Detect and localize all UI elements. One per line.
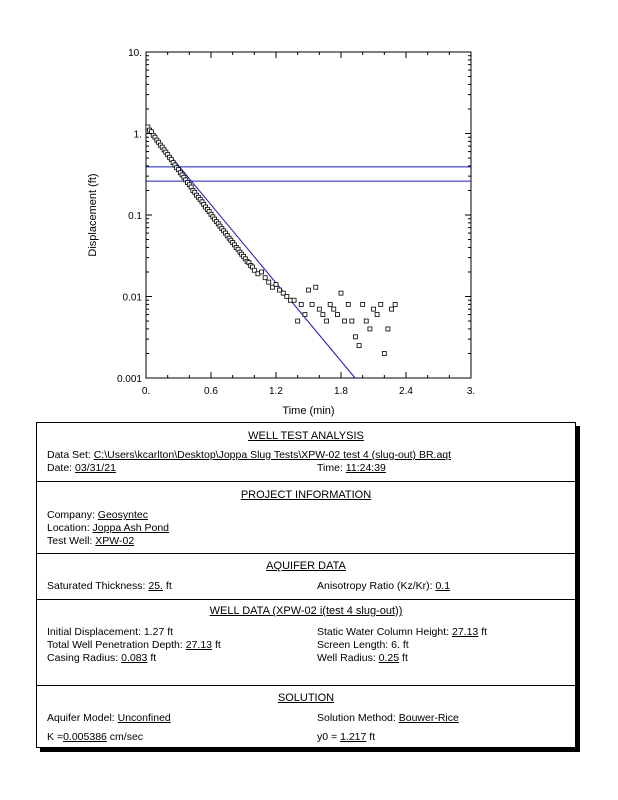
- y0-equals: =: [331, 731, 338, 743]
- aquifer-model-line: [47, 712, 171, 724]
- solution-method-value: Bouwer-Rice: [398, 712, 459, 724]
- data-point: [310, 302, 314, 306]
- aquifer-section: [37, 554, 575, 600]
- casing-radius-value: 0.083: [121, 652, 148, 664]
- static-water-line: [317, 626, 487, 638]
- y-tick-label: 0.01: [122, 292, 142, 304]
- saturated-thickness-value: 25.: [148, 580, 163, 592]
- well-data-section: [37, 600, 575, 686]
- location-label: Location:: [47, 522, 90, 534]
- project-title: PROJECT INFORMATION: [240, 489, 372, 501]
- penetration-depth-label: Total Well Penetration Depth:: [47, 639, 183, 651]
- saturated-thickness-label: Saturated Thickness:: [47, 580, 146, 592]
- data-point: [274, 283, 278, 287]
- well-data-title: WELL DATA (XPW-02 i(test 4 slug-out)): [209, 605, 403, 617]
- well-radius-value: 0.25: [378, 652, 400, 664]
- data-point: [372, 307, 376, 311]
- y0-value: 1.217: [340, 731, 367, 743]
- y-tick-label: 1.: [133, 129, 142, 141]
- data-point: [375, 313, 379, 317]
- static-water-unit: ft: [481, 626, 488, 638]
- test-well-value: XPW-02: [95, 535, 135, 547]
- location-value: Joppa Ash Pond: [92, 522, 170, 534]
- well-radius-line: [317, 652, 408, 664]
- data-point: [296, 319, 300, 323]
- k-line: [47, 731, 143, 743]
- data-point: [382, 351, 386, 355]
- static-water-label: Static Water Column Height:: [317, 626, 450, 638]
- data-point: [339, 291, 343, 295]
- date-label: Date:: [47, 462, 73, 474]
- data-point: [346, 302, 350, 306]
- k-unit: cm/sec: [109, 731, 144, 743]
- date-value: 03/31/21: [75, 462, 116, 474]
- y-tick-label: 0.1: [128, 211, 142, 222]
- y-axis-title: Displacement (ft): [87, 173, 99, 257]
- penetration-depth-unit: ft: [214, 639, 221, 651]
- data-point: [350, 319, 354, 323]
- data-point: [364, 319, 368, 323]
- casing-radius-label: Casing Radius:: [47, 652, 119, 664]
- k-value: 0.005386: [63, 731, 107, 743]
- data-point: [267, 280, 271, 284]
- data-point: [386, 327, 390, 331]
- data-point: [263, 276, 267, 280]
- data-point: [353, 335, 357, 339]
- data-point: [390, 307, 394, 311]
- screen-length-value: 6. ft: [391, 639, 409, 651]
- well-test-title: WELL TEST ANALYSIS: [248, 430, 364, 442]
- solution-method-line: [317, 712, 459, 724]
- time-line: [317, 462, 386, 474]
- x-axis-title: Time (min): [282, 405, 335, 417]
- initial-displacement-label: Initial Displacement:: [47, 626, 141, 638]
- x-tick-label: 0.6: [204, 386, 218, 397]
- data-point: [307, 288, 311, 292]
- y0-line: [317, 731, 375, 743]
- test-well-label: Test Well:: [47, 535, 93, 547]
- initial-displacement-line: [47, 626, 173, 638]
- aquifer-model-value: Unconfined: [117, 712, 171, 724]
- data-point: [299, 302, 303, 306]
- data-point: [303, 313, 307, 317]
- x-tick-label: 3.: [466, 386, 476, 397]
- data-point: [379, 302, 383, 306]
- project-section: [37, 482, 575, 554]
- casing-radius-unit: ft: [150, 652, 157, 664]
- k-label: K: [47, 731, 55, 743]
- aquifer-model-label: Aquifer Model:: [47, 712, 115, 724]
- casing-radius-line: [47, 652, 156, 664]
- data-point: [393, 302, 397, 306]
- data-point: [321, 313, 325, 317]
- well-radius-unit: ft: [402, 652, 408, 664]
- y0-unit: ft: [369, 731, 376, 743]
- company-label: Company:: [47, 509, 95, 521]
- k-equals: =: [56, 731, 64, 743]
- penetration-depth-line: [47, 639, 221, 651]
- time-label: Time:: [317, 462, 343, 474]
- x-tick-label: 1.2: [269, 386, 283, 397]
- data-point: [317, 307, 321, 311]
- x-tick-label: 0.: [141, 386, 151, 397]
- well-radius-label: Well Radius:: [317, 652, 376, 664]
- saturated-thickness-unit: ft: [165, 580, 172, 592]
- data-point: [314, 285, 318, 289]
- initial-displacement-value: 1.27 ft: [143, 626, 174, 638]
- data-point: [368, 327, 372, 331]
- screen-length-line: [317, 639, 409, 651]
- data-point: [325, 319, 329, 323]
- data-point: [335, 313, 339, 317]
- anisotropy-value: 0.1: [435, 580, 451, 592]
- penetration-depth-value: 27.13: [185, 639, 213, 651]
- data-point: [361, 302, 365, 306]
- data-set-line: [47, 449, 451, 461]
- data-point: [343, 319, 347, 323]
- y-tick-label: 10.: [128, 48, 142, 59]
- data-set-value: C:\Users\kcarlton\Desktop\Joppa Slug Tests\XPW-02 test 4 (slug-out) BR.aqt: [93, 449, 452, 461]
- aquifer-title: AQUIFER DATA: [266, 560, 346, 572]
- screen-length-label: Screen Length:: [317, 639, 389, 651]
- y0-label: y0: [317, 731, 329, 743]
- saturated-thickness-line: [47, 580, 172, 592]
- report-panel: [36, 422, 576, 748]
- anisotropy-line: [317, 580, 450, 592]
- data-point: [328, 302, 332, 306]
- test-well-line: [47, 535, 134, 547]
- x-tick-label: 1.8: [334, 386, 348, 397]
- static-water-value: 27.13: [452, 626, 479, 638]
- time-value: 11:24:39: [345, 462, 386, 474]
- company-value: Geosyntec: [97, 509, 148, 521]
- well-test-section: [37, 423, 575, 482]
- plot-frame: [146, 52, 471, 378]
- y-tick-label: 0.001: [116, 374, 142, 385]
- data-set-label: Data Set:: [47, 449, 91, 461]
- solution-method-label: Solution Method:: [317, 712, 396, 724]
- x-tick-label: 2.4: [399, 386, 413, 397]
- solution-title: SOLUTION: [277, 692, 335, 704]
- location-line: [47, 522, 169, 534]
- solution-section: [37, 686, 575, 749]
- company-line: [47, 509, 148, 521]
- anisotropy-label: Anisotropy Ratio (Kz/Kr):: [317, 580, 433, 592]
- data-point: [332, 307, 336, 311]
- data-point: [292, 298, 296, 302]
- data-point: [357, 344, 361, 348]
- data-point: [260, 270, 264, 274]
- date-line: [47, 462, 116, 474]
